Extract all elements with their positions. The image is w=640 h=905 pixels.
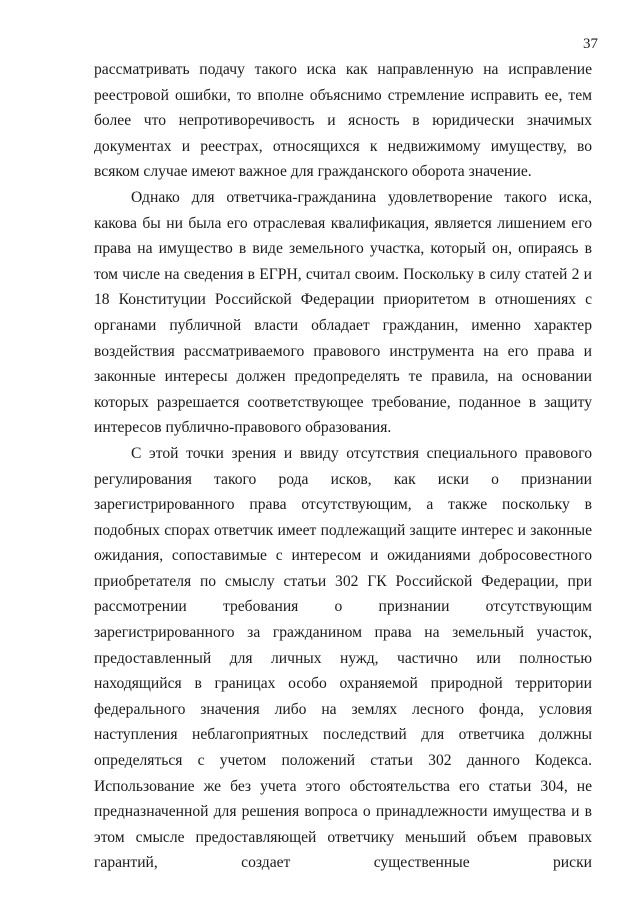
paragraph-legal-regulation: С этой точки зрения и ввиду отсутствия специального правового регулирования такого рода исков, как иски о признании зарегистрированного права отсутствующим, а также поскольку в подобных спорах ответчик имеет подлежащий защите интерес и законные ожидания, сопоставимые с интересом и ожиданиями добросовестного приобретателя по смыслу статьи 302 ГК Российской Федерации, при рассмотрении требования о признании отсутствующим зарегистрированного за гражданином права на земельный участок, предоставленный для личных нужд, частично или полностью находящийся в границах особо охраняемой природной территории федерального значения либо на землях лесного фонда, условия наступления неблагоприятных последствий для ответчика должны определяться с учетом положений статьи 302 данного Кодекса. Использование же без учета этого обстоятельства его статьи 304, не предназначенной для решения вопроса о принадлежности имущества и в этом смысле предоставляющей ответчику меньший объем правовых гарантий, создает существенные риски (94, 444, 592, 872)
body-text (94, 57, 592, 876)
paragraph-continuation: рассматривать подачу такого иска как направленную на исправление реестровой ошибки, то вполне объяснимо стремление исправить ее, тем более что непротиворечивость и ясность в юридически значимых документах и реестрах, относящихся к недвижимому имуществу, во всяком случае имеют важное для гражданского оборота значение. (94, 61, 592, 181)
page-number: 37 (583, 36, 598, 52)
paragraph-defendant-rights: Однако для ответчика-гражданина удовлетворение такого иска, какова бы ни была его отраслевая квалификация, является лишением его права на имущество в виде земельного участка, который он, опираясь в том числе на сведения в ЕГРН, считал своим. Поскольку в силу статей 2 и 18 Конституции Российской Федерации приоритетом в отношениях с органами публичной власти обладает гражданин, именно характер воздействия рассматриваемого правового инструмента на его права и законные интересы должен предопределять те правила, на основании которых разрешается соответствующее требование, поданное в защиту интересов публично-правового образования. (94, 188, 592, 437)
